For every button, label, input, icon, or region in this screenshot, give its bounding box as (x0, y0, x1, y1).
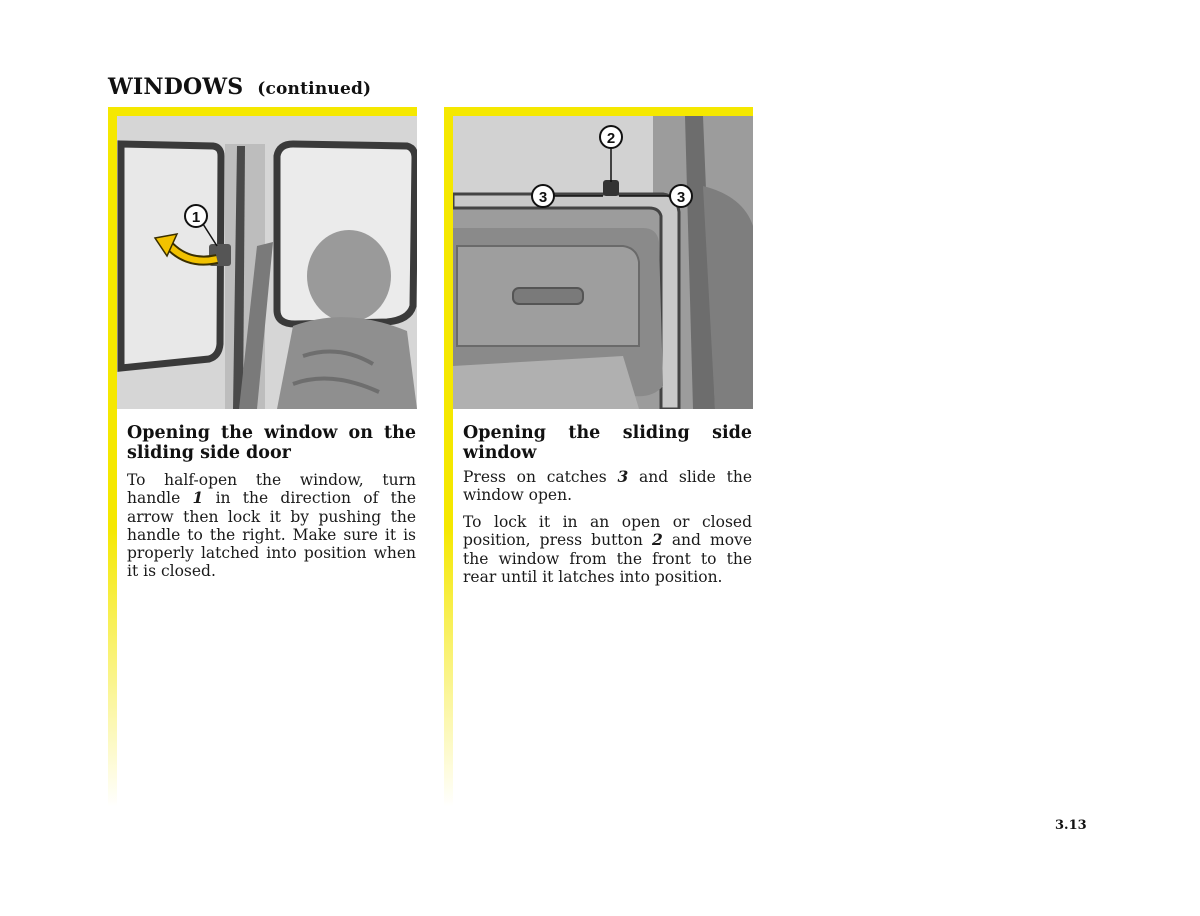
page-title-main: WINDOWS (108, 74, 244, 100)
callout-3-right: 3 (676, 189, 686, 206)
callout-3-left: 3 (538, 189, 548, 206)
left-body-text (127, 471, 416, 581)
right-body-text-part: Press on catches (463, 468, 618, 486)
page-number: 3.13 (1055, 818, 1087, 833)
page-title-subtitle: (continued) (257, 79, 372, 99)
right-body-paragraph-1 (463, 468, 752, 505)
callout-1: 1 (191, 209, 201, 226)
sliding-door-window-illustration (117, 116, 417, 409)
left-section (108, 107, 417, 807)
page-title (108, 74, 371, 100)
right-heading: Opening the sliding side window (463, 423, 752, 463)
right-body-text-part: and move the window from the front to the rear until it latches into position. (463, 531, 752, 586)
ref-button-2: 2 (651, 530, 663, 550)
sliding-door-window-photo (117, 116, 417, 409)
sliding-side-window-illustration (453, 116, 753, 409)
left-body-text-part: in the direction of the arrow then lock it by pushing the handle to the right. Make sure it is properly latched into position when it is closed. (127, 489, 416, 581)
sliding-side-window-photo (453, 116, 753, 409)
left-body-text-part: To half-open the window, turn handle (127, 471, 416, 508)
right-section (444, 107, 753, 807)
callout-2: 2 (606, 130, 616, 147)
yellow-side-bar (108, 107, 117, 807)
yellow-top-bar (108, 107, 417, 116)
right-body-paragraph-2 (463, 513, 752, 586)
yellow-side-bar (444, 107, 453, 807)
left-heading: Opening the window on the sliding side door (127, 423, 416, 463)
ref-handle-1: 1 (192, 488, 204, 508)
yellow-top-bar (444, 107, 753, 116)
right-body-text-part: and slide the window open. (463, 468, 752, 505)
right-body-text-part: To lock it in an open or closed position, press button (463, 513, 752, 550)
ref-catch-3: 3 (617, 467, 629, 486)
